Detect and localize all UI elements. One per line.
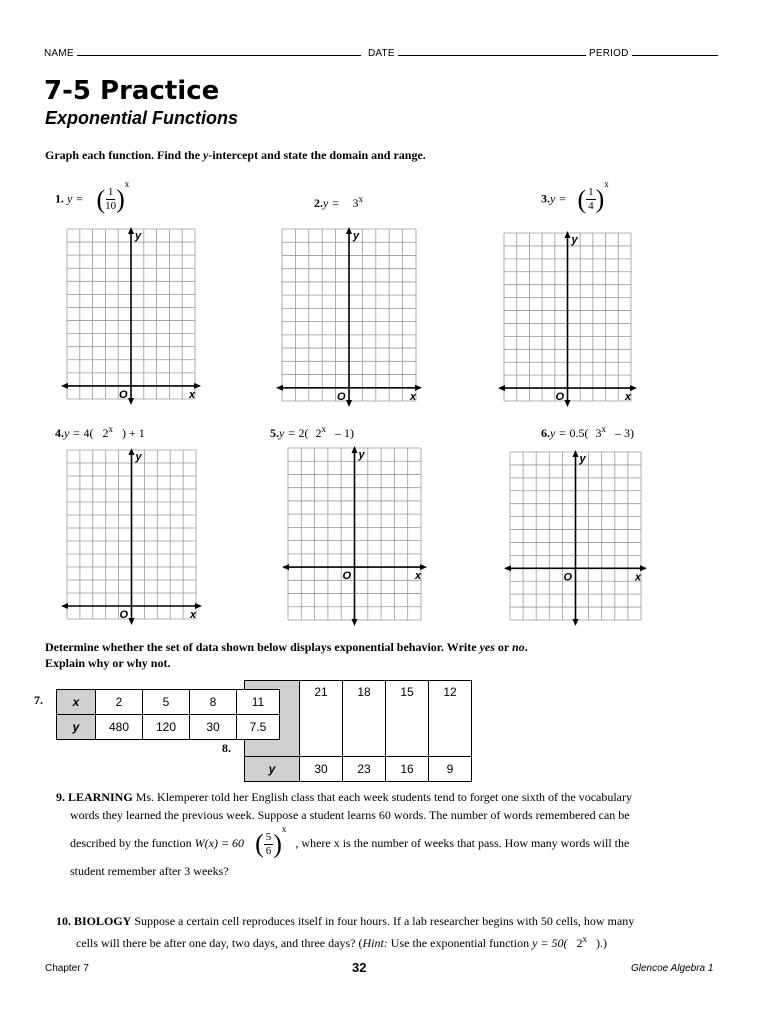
name-label: NAME: [44, 48, 74, 59]
x-axis-arrow-left: [282, 564, 289, 570]
problem-8-number: 8.: [222, 741, 231, 755]
period-label: PERIOD: [589, 48, 629, 59]
date-blank[interactable]: [398, 46, 586, 56]
date-line[interactable]: [368, 46, 586, 59]
problem-5: 5.y = 2( 2$^x$ – 1): [270, 424, 354, 440]
name-line[interactable]: [44, 46, 361, 59]
page-title: 7-5 Practice: [44, 76, 220, 106]
x-axis-label: x: [190, 609, 197, 621]
table-cell: 12: [429, 681, 472, 757]
name-blank[interactable]: [77, 46, 361, 56]
table-cell: 16: [386, 757, 429, 782]
data-instructions-line1: Determine whether the set of data shown below displays exponential behavior. Write yes or no.: [45, 640, 528, 654]
problem-10: 10. BIOLOGY Suppose a certain cell reproduces itself in four hours. If a lab researcher begins with 50 cells, how many cells will there be after one day, two days, and three days? (Hint: Use the exponential function y = 50( 2$^x$ ).): [56, 914, 635, 950]
origin-label: O: [342, 570, 352, 583]
y-axis-arrow-down: [573, 619, 579, 626]
problem-3: 3.y = ( $\frac{1}{4}$ )$^x$: [541, 179, 609, 214]
y-axis-arrow-down: [352, 619, 358, 626]
x-axis-arrow-left: [498, 385, 505, 391]
x-axis-label: x: [410, 390, 417, 403]
table-7-x-label: x: [57, 690, 96, 715]
coordinate-grid-2: [276, 223, 422, 407]
y-axis-arrow-up: [565, 231, 571, 238]
x-axis-label: x: [415, 570, 422, 583]
x-axis-label: x: [635, 571, 642, 584]
x-axis-label: x: [625, 391, 632, 404]
table-cell: 480: [96, 715, 143, 740]
coordinate-grid-5: [282, 442, 427, 626]
x-axis-arrow-left: [61, 383, 68, 389]
x-axis-label: x: [189, 388, 196, 401]
x-axis-arrow-left: [61, 603, 68, 609]
period-blank[interactable]: [632, 46, 718, 56]
y-axis-label: y: [571, 234, 578, 246]
table-7: [56, 689, 280, 740]
data-instructions-line2: Explain why or why not.: [45, 656, 171, 670]
y-axis-arrow-up: [573, 450, 579, 457]
y-axis-label: y: [135, 230, 142, 242]
y-axis-arrow-up: [352, 446, 358, 453]
date-label: DATE: [368, 48, 395, 59]
page-subtitle: Exponential Functions: [45, 108, 239, 128]
coordinate-grid-6: [504, 446, 647, 626]
y-axis-label: y: [353, 230, 360, 242]
problem-4: 4.y = 4( 2$^x$ ) + 1: [55, 424, 145, 440]
table-cell: 30: [300, 757, 343, 782]
y-axis-arrow-down: [129, 618, 135, 625]
problem-7-number: 7.: [34, 693, 43, 707]
y-axis-arrow-down: [346, 400, 352, 407]
table-cell: 11: [237, 690, 280, 715]
graph-instructions: Graph each function. Find the y-intercept and state the domain and range.: [45, 148, 426, 162]
coordinate-grid-4: [61, 444, 202, 625]
y-axis-arrow-up: [129, 448, 135, 455]
table-cell: 15: [386, 681, 429, 757]
table-cell: 30: [190, 715, 237, 740]
period-line[interactable]: [589, 46, 718, 59]
y-axis-label: y: [579, 453, 586, 465]
table-cell: 2: [96, 690, 143, 715]
table-cell: 18: [343, 681, 386, 757]
y-axis-arrow-up: [346, 227, 352, 234]
x-axis-arrow-left: [276, 385, 283, 391]
y-axis-arrow-up: [128, 227, 134, 234]
footer-chapter: Chapter 7: [45, 963, 89, 974]
table-cell: 120: [143, 715, 190, 740]
table-cell: 5: [143, 690, 190, 715]
table-8-y-label: y: [245, 757, 300, 782]
origin-label: O: [337, 390, 346, 403]
footer-page-number: 32: [352, 960, 367, 975]
origin-label: O: [119, 609, 129, 621]
table-cell: 21: [300, 681, 343, 757]
footer-book: Glencoe Algebra 1: [631, 963, 714, 974]
y-axis-arrow-down: [565, 400, 571, 407]
y-axis-label: y: [358, 449, 365, 461]
problem-9: 9. LEARNING Ms. Klemperer told her English class that each week students tend to forget one sixth of the vocabulary words they learned the previous week. Suppose a student learns 60 words. The number of words remembered can be described by the function W(x) = 60 ( $\frac{5}{6}$ )$^x$ , where x is the number of weeks that pass. How many words will the student remember after 3 weeks?: [56, 790, 632, 878]
problem-6: 6.y = 0.5( 3$^x$ – 3): [541, 424, 634, 440]
coordinate-grid-1: [61, 223, 201, 405]
problem-2: 2.y = 3$^x$: [314, 194, 363, 210]
problem-1: 1. y = ( $\frac{1}{10}$ )$^x$: [55, 179, 130, 214]
table-7-y-label: y: [57, 715, 96, 740]
y-axis-arrow-down: [128, 398, 134, 405]
table-cell: 7.5: [237, 715, 280, 740]
origin-label: O: [119, 388, 128, 401]
origin-label: O: [555, 391, 565, 404]
x-axis-arrow-left: [504, 565, 511, 571]
table-cell: 23: [343, 757, 386, 782]
coordinate-grid-3: [498, 227, 637, 407]
origin-label: O: [563, 571, 573, 584]
table-cell: 8: [190, 690, 237, 715]
y-axis-label: y: [135, 451, 142, 463]
table-cell: 9: [429, 757, 472, 782]
